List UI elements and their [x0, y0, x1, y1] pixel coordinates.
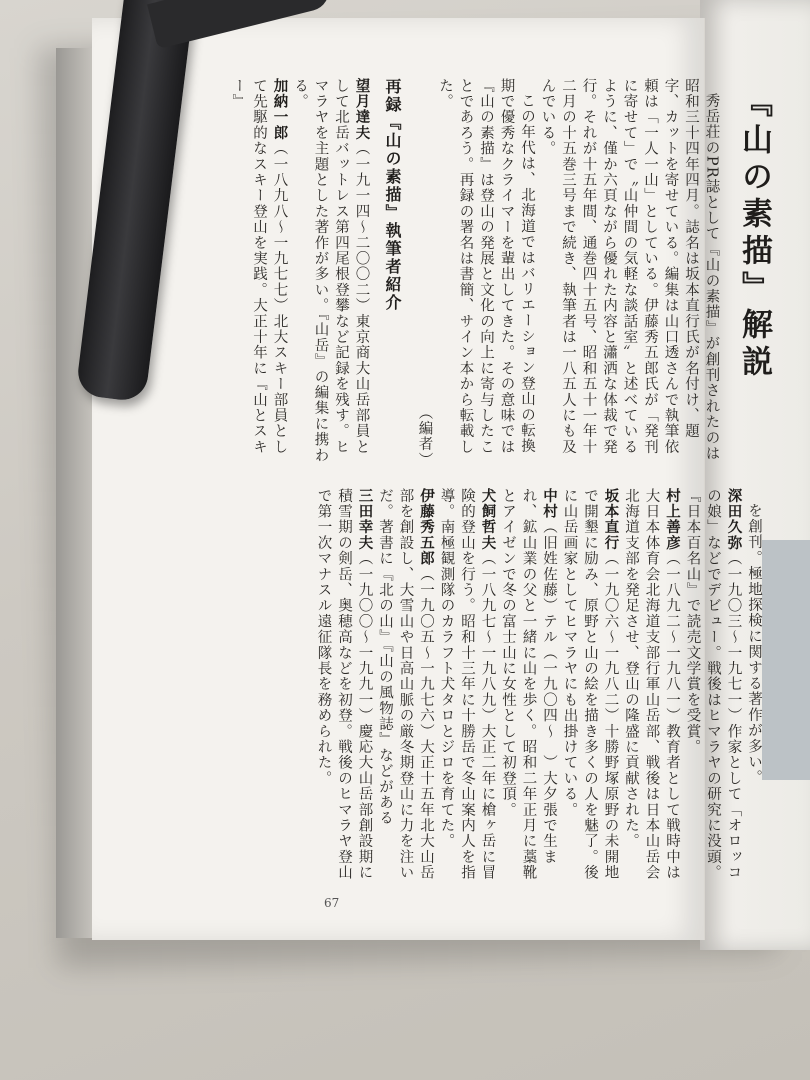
author-bio: （一九一四〜二〇〇二）東京商大山岳部員として北岳バットレス第四尾根登攀など記録を残す。ヒマラヤを主題とした著作が多い。『山岳』の編集に携わる。	[292, 78, 370, 464]
page-text	[204, 78, 772, 908]
author-bio: （一九〇六〜一九八二）十勝野塚原野の未開地で開墾に励み、原野と山の絵を描き多くの人を魅了。後に山岳画家としてヒマラヤにも出掛けている。	[561, 488, 619, 881]
author-bio: （旧姓佐藤）テル（一九〇四〜 ）大夕張で生まれ、鉱山業の父と一緒に山を歩く。昭和二年正月に藁靴とアイゼンで冬の富士山に女性として初登頂。	[500, 488, 557, 881]
author-name: 深田久弥	[725, 488, 743, 551]
article-title: 『山の素描』解説	[736, 86, 772, 382]
author-entry	[375, 488, 437, 888]
author-entry	[682, 488, 744, 888]
author-name: 三田幸夫	[356, 488, 374, 551]
author-name: 犬飼哲夫	[479, 488, 497, 551]
author-name: 坂本直行	[602, 488, 620, 551]
editor-signature: （編者）	[416, 405, 433, 468]
author-name: 望月達夫	[353, 78, 371, 141]
intro-paragraph-1: 秀岳荘のPR誌として『山の素描』が創刊されたのは昭和三十四年四月。誌名は坂本直行氏が名付け、題字、カットを寄せている。編集は山口透さんで執筆依頼は「一人一山」としている。伊藤秀五郎氏が「発刊に寄せて」で〝山仲間の気軽な談話室〟と述べているように、僅か六頁ながら優れた内容と瀟洒な体裁で発行。それが十五年間、通巻四十五号、昭和五十一年十二月の十五巻三号まで続き、執筆者は一八五人にも及んでいる。	[539, 78, 720, 461]
right-page-photo	[762, 540, 810, 780]
continued-text: を創刊。極地探検に関する著作が多い。	[746, 502, 762, 786]
author-entry	[313, 488, 375, 888]
author-entry	[228, 78, 290, 468]
section-heading: 再録『山の素描』執筆者紹介	[383, 78, 402, 312]
author-name: 加納一郎	[271, 78, 289, 141]
author-entry	[498, 488, 560, 888]
author-bio: （一八九八〜一九七七）北大スキー部員として先駆的なスキー登山を実践。大正十年に『山とスキー』	[230, 78, 288, 455]
author-entry	[621, 488, 683, 888]
author-bio: （一九〇三〜一九七一）作家として「オロッコの娘」などでデビュー。戦後はヒマラヤの研究に没頭。『日本百名山』で読売文学賞を受賞。	[684, 488, 742, 881]
author-name: 伊藤秀五郎	[418, 488, 435, 567]
page-number: 67	[324, 896, 340, 910]
author-name: 中村	[541, 488, 558, 520]
author-bio: （一九〇〇〜一九九一）慶応大山岳部創設期に積雪期の剣岳、奥穂高などを初登。戦後のヒマラヤ登山で第一次マナスル遠征隊長を務められた。	[315, 488, 373, 881]
author-entry	[559, 488, 621, 888]
author-entry	[436, 488, 498, 888]
author-bio: （一八九二〜一九八一）教育者として戦時中は大日本体育会北海道支部行軍山岳部、戦後は日本山岳会北海道支部を発足させ、登山の隆盛に貢献された。	[623, 488, 680, 881]
book-page-stack	[56, 48, 96, 938]
upper-section	[204, 78, 772, 468]
author-bio: （一九〇五〜一九七六）大正十五年北大山岳部を創設し、大雪山や日高山脈の厳冬期登山に力を注いだ。著書に『北の山』『山の風物誌』などがある	[377, 488, 434, 881]
author-bio: （一八九七〜一九八九）大正二年に槍ヶ岳に冒険的登山を行う。昭和十三年に十勝岳で冬山案内人を指導。南極観測隊のカラフト犬タロとジロを育てた。	[438, 488, 496, 881]
intro-paragraph-2: この年代は、北海道ではバリエーション登山の転換期で優秀なクライマーを輩出してきた。その意味では『山の素描』は登山の発展と文化の向上に寄与したことであろう。再録の署名は書簡、サイン本から転載した。	[437, 78, 535, 455]
author-name: 村上善彦	[664, 488, 681, 551]
book-page	[92, 18, 772, 940]
lower-section	[204, 488, 764, 888]
author-entry	[290, 78, 372, 468]
